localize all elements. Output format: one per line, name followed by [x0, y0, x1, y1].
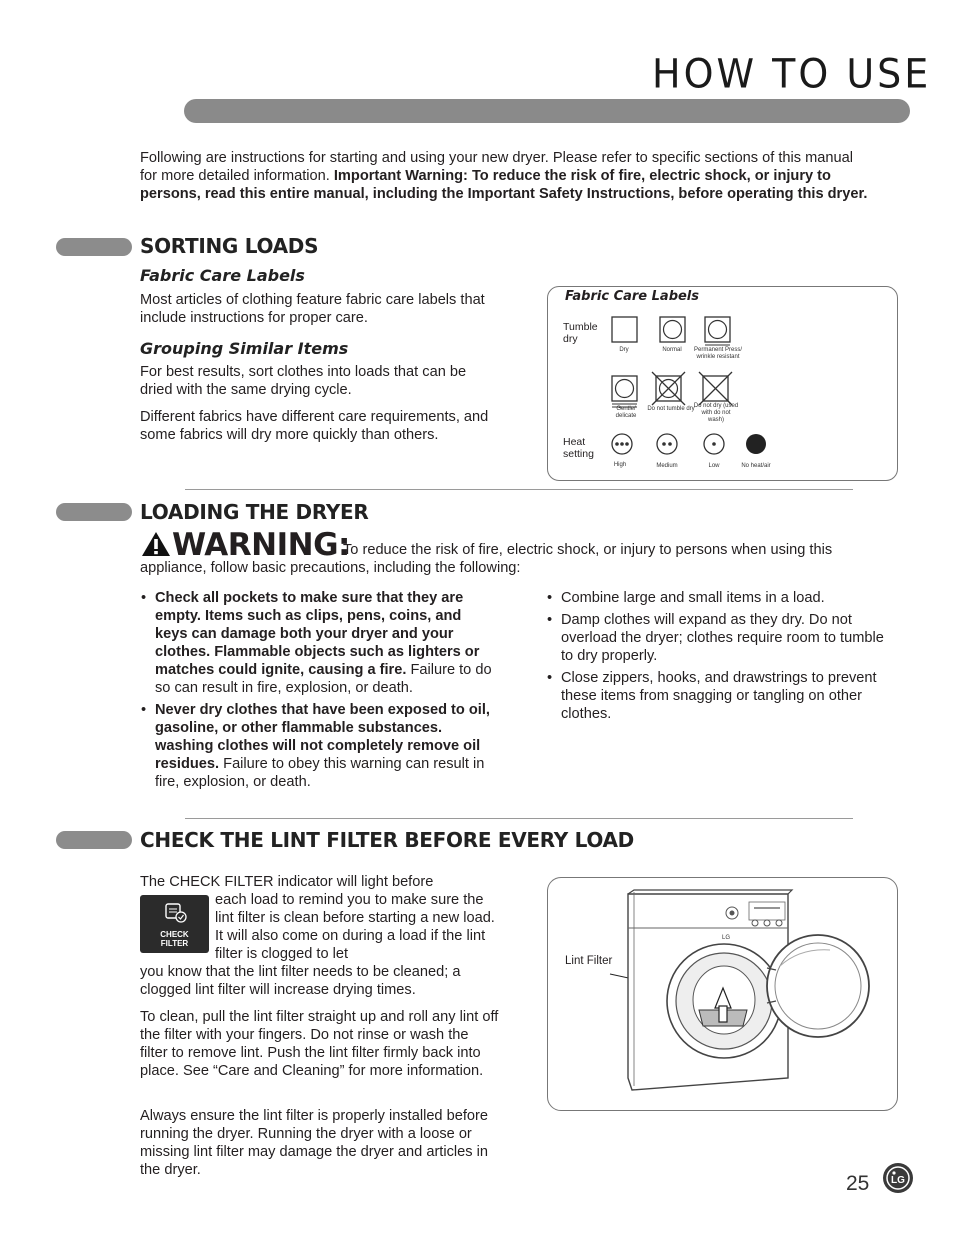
sorting-heading: SORTING LOADS — [140, 234, 319, 258]
high-heat-icon — [612, 434, 632, 454]
filter-label: FILTER — [160, 938, 189, 948]
bullet-normal: Failure to do so can result in fire, explosion, or death. — [155, 662, 492, 696]
bullet-bold: Never dry clothes that have been exposed to oil, gasoline, or other flammable substances. washing clothes will not completely remove oil residues. — [155, 702, 490, 772]
check-filter-icon — [140, 895, 209, 953]
list-item — [141, 701, 496, 791]
caption-permanent-press: Permanent Press/ wrinkle resistant — [693, 347, 743, 360]
fabric-care-heading: Fabric Care Labels — [140, 266, 305, 285]
check-filter-label — [140, 931, 209, 948]
lint-paragraph-rest: you know that the lint filter needs to be cleaned; a clogged lint filter will increase drying times. — [140, 964, 461, 998]
caption-do-not-tumble: Do not tumble dry — [647, 406, 695, 412]
caption-gentle: Gentle/ delicate — [615, 406, 637, 419]
bullet-bold: Check all pockets to make sure that they are empty. Items such as clips, pens, coins, and keys can damage both your dryer and your clothes. Flammable objects such as lighters or matches could ignite, causing a fire. — [155, 590, 480, 678]
grouping-heading: Grouping Similar Items — [140, 339, 349, 358]
list-item: • Damp clothes will expand as they dry. Do not overload the dryer; clothes require room to tumble to dry properly. — [547, 611, 892, 665]
intro-paragraph — [140, 150, 870, 203]
page-title: HOW TO USE — [652, 50, 932, 98]
caption-normal: Normal — [662, 347, 682, 353]
list-item: • Close zippers, hooks, and drawstrings to prevent these items from snagging or tangling on other clothes. — [547, 669, 892, 723]
divider — [185, 818, 853, 819]
no-heat-icon — [746, 434, 766, 454]
filter-indicator-icon — [164, 902, 188, 924]
list-item — [141, 589, 496, 697]
dryer-illustration — [548, 878, 897, 1110]
caption-medium: Medium — [656, 463, 678, 469]
loading-left-list — [141, 589, 496, 795]
fabric-care-text: Most articles of clothing feature fabric care labels that include instructions for proper care. — [140, 292, 485, 326]
permanent-press-symbol-icon — [705, 317, 730, 345]
intro-text: Following are instructions for starting and using your new dryer. Please refer to specific sections of this manual for more detailed information. — [140, 150, 854, 184]
list-item: • Combine large and small items in a load. — [547, 589, 892, 607]
grouping-text-2: Different fabrics have different care requirements, and some fabrics will dry more quickly than others. — [140, 409, 489, 443]
grouping-text-1: For best results, sort clothes into loads that can be dried with the same drying cycle. — [140, 364, 467, 398]
low-heat-icon — [704, 434, 724, 454]
lint-filter-callout: Lint Filter — [565, 955, 613, 967]
dry-symbol-icon — [612, 317, 637, 342]
section-pill — [56, 831, 132, 849]
caption-do-not-dry: Do not dry (used with do not wash) — [693, 403, 739, 423]
check-label: CHECK — [160, 930, 189, 939]
logo-text: LG — [891, 1175, 905, 1186]
lg-logo-icon — [882, 1162, 914, 1194]
lint-paragraph-3: Always ensure the lint filter is properly installed before running the dryer. Running the dryer with a loose or missing lint filter may damage the dryer and articles in the dryer. — [140, 1108, 488, 1178]
heat-setting-label: Heat setting — [563, 436, 594, 460]
divider — [185, 489, 853, 490]
care-box-title: Fabric Care Labels — [565, 289, 700, 304]
page-number: 25 — [846, 1172, 870, 1195]
do-not-dry-symbol-icon — [699, 372, 732, 405]
lint-paragraph-2: To clean, pull the lint filter straight up and roll any lint off the filter with your fingers. Do not rinse or wash the filter to remove lint. Push the lint filter firmly back into place. See “Care and Cleaning” for more information. — [140, 1009, 499, 1079]
section-pill — [56, 503, 132, 521]
svg-text:LG: LG — [722, 935, 731, 941]
lint-heading: CHECK THE LINT FILTER BEFORE EVERY LOAD — [140, 828, 634, 852]
warning-word: WARNING: — [172, 527, 350, 563]
caption-high: High — [613, 462, 627, 468]
loading-right-list — [547, 589, 892, 727]
caption-low: Low — [708, 463, 720, 469]
caption-dry: Dry — [619, 347, 629, 353]
care-symbols — [600, 310, 800, 480]
normal-symbol-icon — [660, 317, 685, 342]
lint-paragraph-wrap: each load to remind you to make sure the lint filter is clean before starting a new load. It will also come on during a load if the lint filter is clogged to let — [215, 892, 495, 962]
title-bar — [184, 99, 910, 123]
bullet-normal: Failure to obey this warning can result in fire, explosion, or death. — [155, 756, 485, 790]
warning-text: To reduce the risk of fire, electric shock, or injury to persons when using this appliance, follow basic precautions, including the following: — [140, 542, 833, 576]
gentle-symbol-icon — [612, 376, 637, 407]
loading-heading: LOADING THE DRYER — [140, 500, 369, 524]
medium-heat-icon — [657, 434, 677, 454]
do-not-tumble-symbol-icon — [652, 372, 685, 405]
intro-warning: Important Warning: To reduce the risk of fire, electric shock, or injury to persons, read this entire manual, including the Important Safety Instructions, before operating this dryer. — [140, 167, 868, 202]
caption-no-heat: No heat/air — [741, 463, 771, 469]
tumble-dry-label: Tumble dry — [563, 321, 598, 345]
section-pill — [56, 238, 132, 256]
lint-paragraph-line1: The CHECK FILTER indicator will light before — [140, 874, 434, 890]
